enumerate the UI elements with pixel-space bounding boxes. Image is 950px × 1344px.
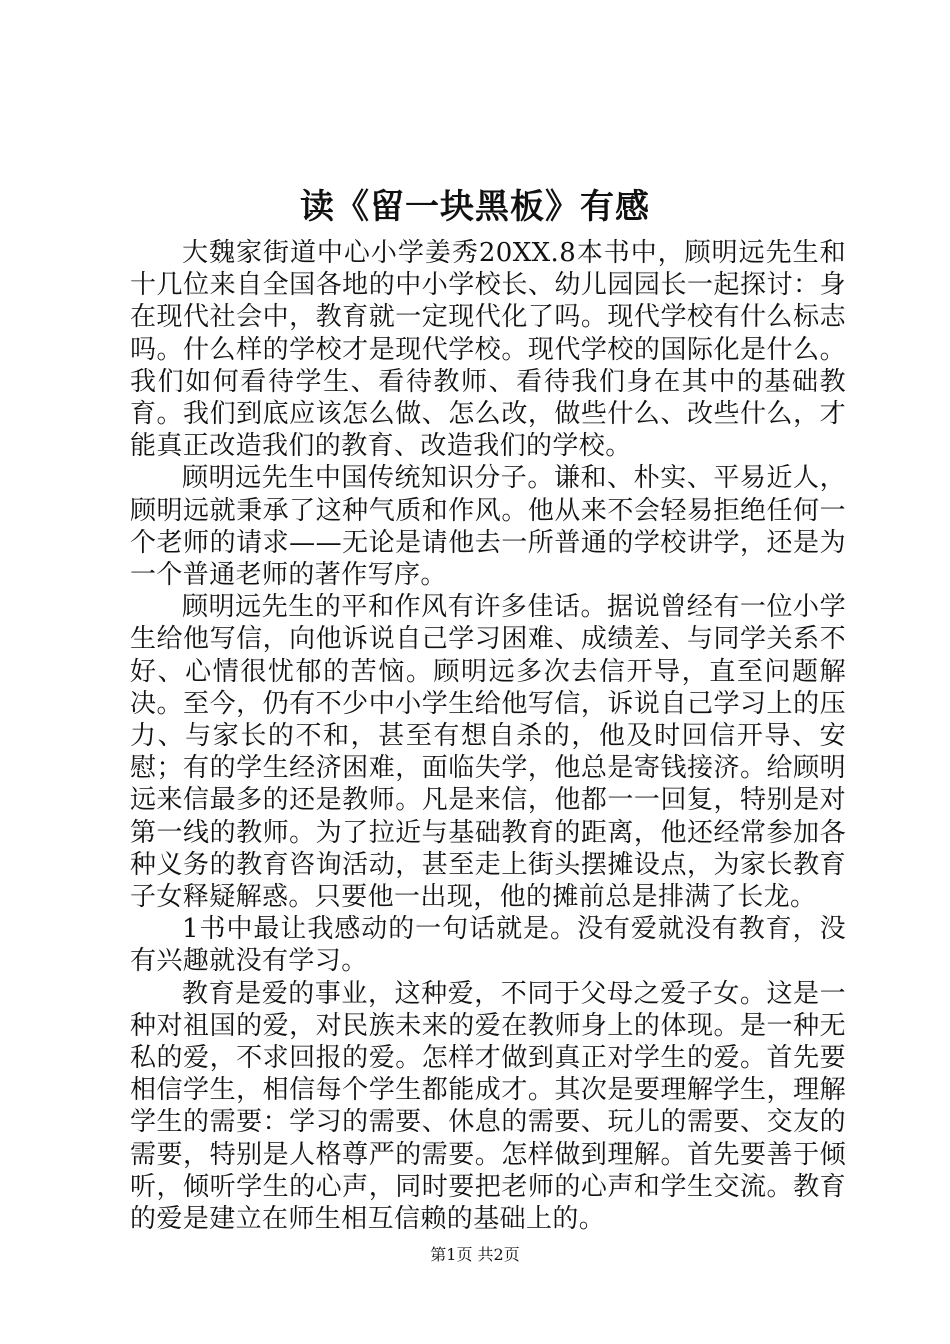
paragraph-3: 顾明远先生的平和作风有许多佳话。据说曾经有一位小学生给他写信，向他诉说自己学习困难、成绩差、与同学关系不好、心情很忧郁的苦恼。顾明远多次去信开导，直至问题解决。至今，仍有不少中小学生给他写信，诉说自己学习上的压力、与家长的不和，甚至有想自杀的，他及时回信开导、安慰；有的学生经济困难，面临失学，他总是寄钱接济。给顾明远来信最多的还是教师。凡是来信，他都一一回复，特别是对第一线的教师。为了拉近与基础教育的距离，他还经常参加各种义务的教育咨询活动，甚至走上街头摆摊设点，为家长教育子女释疑解惑。只要他一出现，他的摊前总是排满了长龙。 — [130, 592, 846, 913]
document-body — [130, 237, 846, 1235]
paragraph-2: 顾明远先生中国传统知识分子。谦和、朴实、平易近人，顾明远就秉承了这种气质和作风。他从来不会轻易拒绝任何一个老师的请求——无论是请他去一所普通的学校讲学，还是为一个普通老师的著作写序。 — [130, 463, 846, 591]
page-footer: 第1页 共2页 — [430, 1245, 520, 1264]
paragraph-4: 1书中最让我感动的一句话就是。没有爱就没有教育，没有兴趣就没有学习。 — [130, 914, 846, 977]
paragraph-1: 大魏家街道中心小学姜秀20XX.8本书中，顾明远先生和十几位来自全国各地的中小学校长、幼儿园园长一起探讨：身在现代社会中，教育就一定现代化了吗。现代学校有什么标志吗。什么样的学校才是现代学校。现代学校的国际化是什么。我们如何看待学生、看待教师、看待我们身在其中的基础教育。我们到底应该怎么做、怎么改，做些什么、改些什么，才能真正改造我们的教育、改造我们的学校。 — [130, 238, 846, 462]
paragraph-5: 教育是爱的事业，这种爱，不同于父母之爱子女。这是一种对祖国的爱，对民族未来的爱在教师身上的体现。是一种无私的爱，不求回报的爱。怎样才做到真正对学生的爱。首先要相信学生，相信每个学生都能成才。其次是要理解学生，理解学生的需要：学习的需要、休息的需要、玩儿的需要、交友的需要，特别是人格尊严的需要。怎样做到理解。首先要善于倾听，倾听学生的心声，同时要把老师的心声和学生交流。教育的爱是建立在师生相互信赖的基础上的。 — [130, 978, 846, 1235]
document-title: 读《留一块黑板》有感 — [300, 187, 650, 227]
